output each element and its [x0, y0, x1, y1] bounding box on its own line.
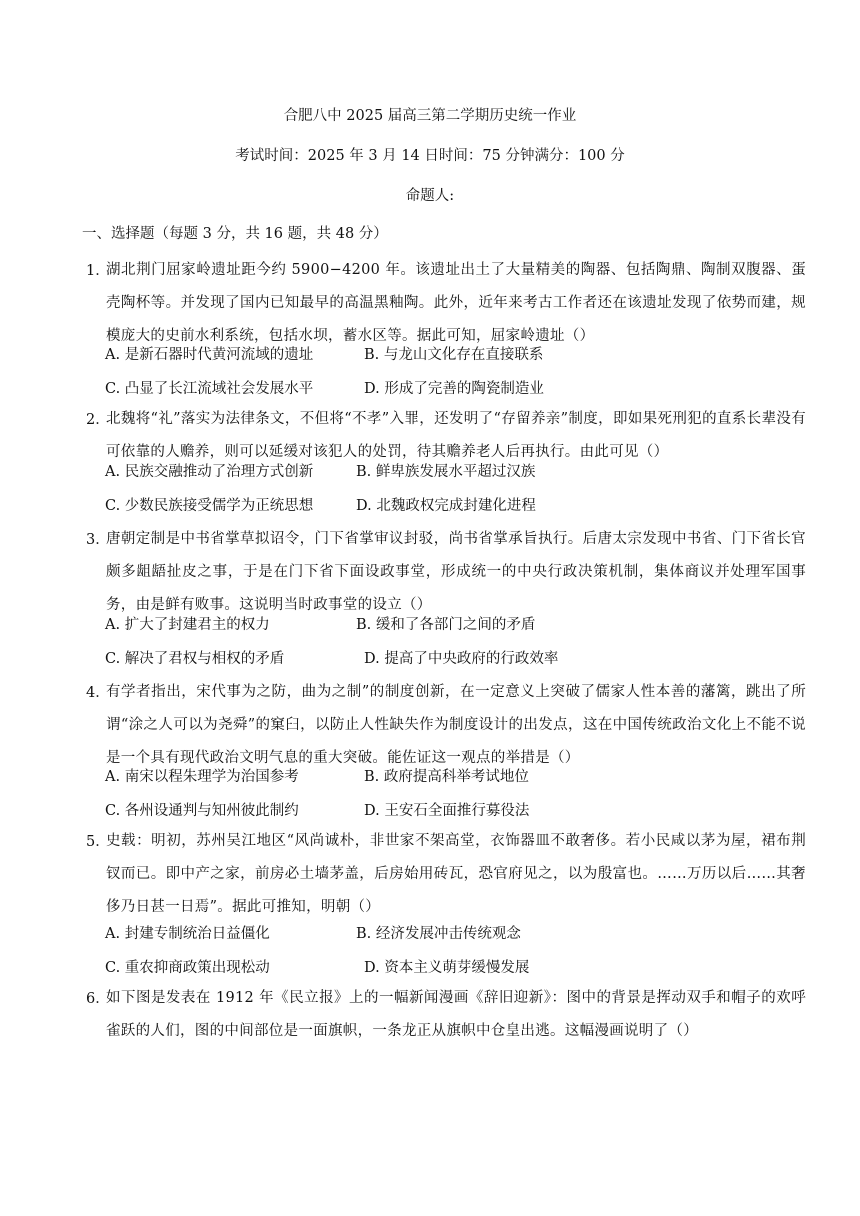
option-c: C. 少数民族接受儒学为正统思想: [105, 498, 314, 514]
option-c: C. 各州设通判与知州彼此制约: [105, 803, 299, 819]
exam-info: 考试时间：2025 年 3 月 14 日时间：75 分钟满分：100 分: [235, 148, 625, 164]
question-stem: 有学者指出，宋代事为之防，曲为之制”的制度创新，在一定意义上突破了儒家人性本善的藩篱，跳出了所谓“涂之人可以为尧舜”的窠臼，以防止人性缺失作为制度设计的出发点，这在中国传统政治文化上不能不说是一个具有现代政治文明气息的重大突破。能佐证这一观点的举措是（）: [106, 684, 806, 766]
option-c: C. 重农抑商政策出现松动: [105, 960, 270, 976]
option-a: A. 扩大了封建君主的权力: [105, 617, 270, 633]
option-b: B. 缓和了各部门之间的矛盾: [356, 617, 536, 633]
option-c: C. 解决了君权与相权的矛盾: [105, 651, 285, 667]
question-stem: 如下图是发表在 1912 年《民立报》上的一幅新闻漫画《辞旧迎新》：图中的背景是挥动双手和帽子的欢呼雀跃的人们，图的中间部位是一面旗帜，一条龙正从旗帜中仓皇出逃。这幅漫画说明了（）: [106, 990, 806, 1039]
option-a: A. 封建专制统治日益僵化: [105, 926, 270, 942]
author-line: 命题人:: [405, 188, 455, 204]
option-d: D. 形成了完善的陶瓷制造业: [364, 381, 544, 397]
question-number: 6．: [86, 991, 110, 1007]
question-number: 3．: [86, 532, 110, 548]
question-stem: 湖北荆门屈家岭遗址距今约 5900−4200 年。该遗址出土了大量精美的陶器、包括陶鼎、陶制双腹器、蛋壳陶杯等。并发现了国内已知最早的高温黑釉陶。此外，近年来考古工作者还在该遗址发现了依势而建，规模庞大的史前水利系统，包括水坝，蓄水区等。据此可知，屈家岭遗址（）: [106, 262, 806, 344]
option-d: D. 北魏政权完成封建化进程: [356, 498, 536, 514]
question-stem: 北魏将“礼”落实为法律条文，不但将“不孝”入罪，还发明了“存留养亲”制度，即如果死刑犯的直系长辈没有可依靠的人赡养，则可以延缓对该犯人的处罚，待其赡养老人后再执行。由此可见（）: [106, 411, 806, 460]
question-number: 4．: [86, 685, 110, 701]
question-number: 5．: [86, 834, 110, 850]
question-stem: 唐朝定制是中书省掌草拟诏令，门下省掌审议封驳，尚书省掌承旨执行。后唐太宗发现中书省、门下省长官颇多龃龉扯皮之事，于是在门下省下面设政事堂，形成统一的中央行政决策机制，集体商议并处理军国事务，由是鲜有败事。这说明当时政事堂的设立（）: [106, 531, 806, 613]
option-c: C. 凸显了长江流域社会发展水平: [105, 381, 314, 397]
option-b: B. 鲜卑族发展水平超过汉族: [356, 464, 536, 480]
question-number: 2．: [86, 412, 110, 428]
option-a: A. 南宋以程朱理学为治国参考: [105, 769, 299, 785]
option-a: A. 民族交融推动了治理方式创新: [105, 464, 314, 480]
question-number: 1．: [86, 263, 110, 279]
option-d: D. 王安石全面推行募役法: [364, 803, 530, 819]
option-b: B. 与龙山文化存在直接联系: [364, 347, 544, 363]
option-a: A. 是新石器时代黄河流域的遗址: [105, 347, 314, 363]
option-d: D. 资本主义萌芽缓慢发展: [364, 960, 530, 976]
question-stem: 史载：明初，苏州吴江地区“风尚诚朴，非世家不架高堂，衣饰器皿不敢奢侈。若小民咸以茅为屋，裙布荆钗而已。即中产之家，前房必土墙茅盖，后房始用砖瓦，恐官府见之，以为殷富也。……万历以后……其奢侈乃日甚一日焉”。据此可推知，明朝（）: [106, 833, 806, 915]
option-b: B. 政府提高科举考试地位: [364, 769, 529, 785]
option-b: B. 经济发展冲击传统观念: [356, 926, 521, 942]
section-heading: 一、选择题（每题 3 分，共 16 题，共 48 分）: [82, 226, 388, 242]
option-d: D. 提高了中央政府的行政效率: [364, 651, 559, 667]
document-title: 合肥八中 2025 届高三第二学期历史统一作业: [283, 108, 577, 124]
